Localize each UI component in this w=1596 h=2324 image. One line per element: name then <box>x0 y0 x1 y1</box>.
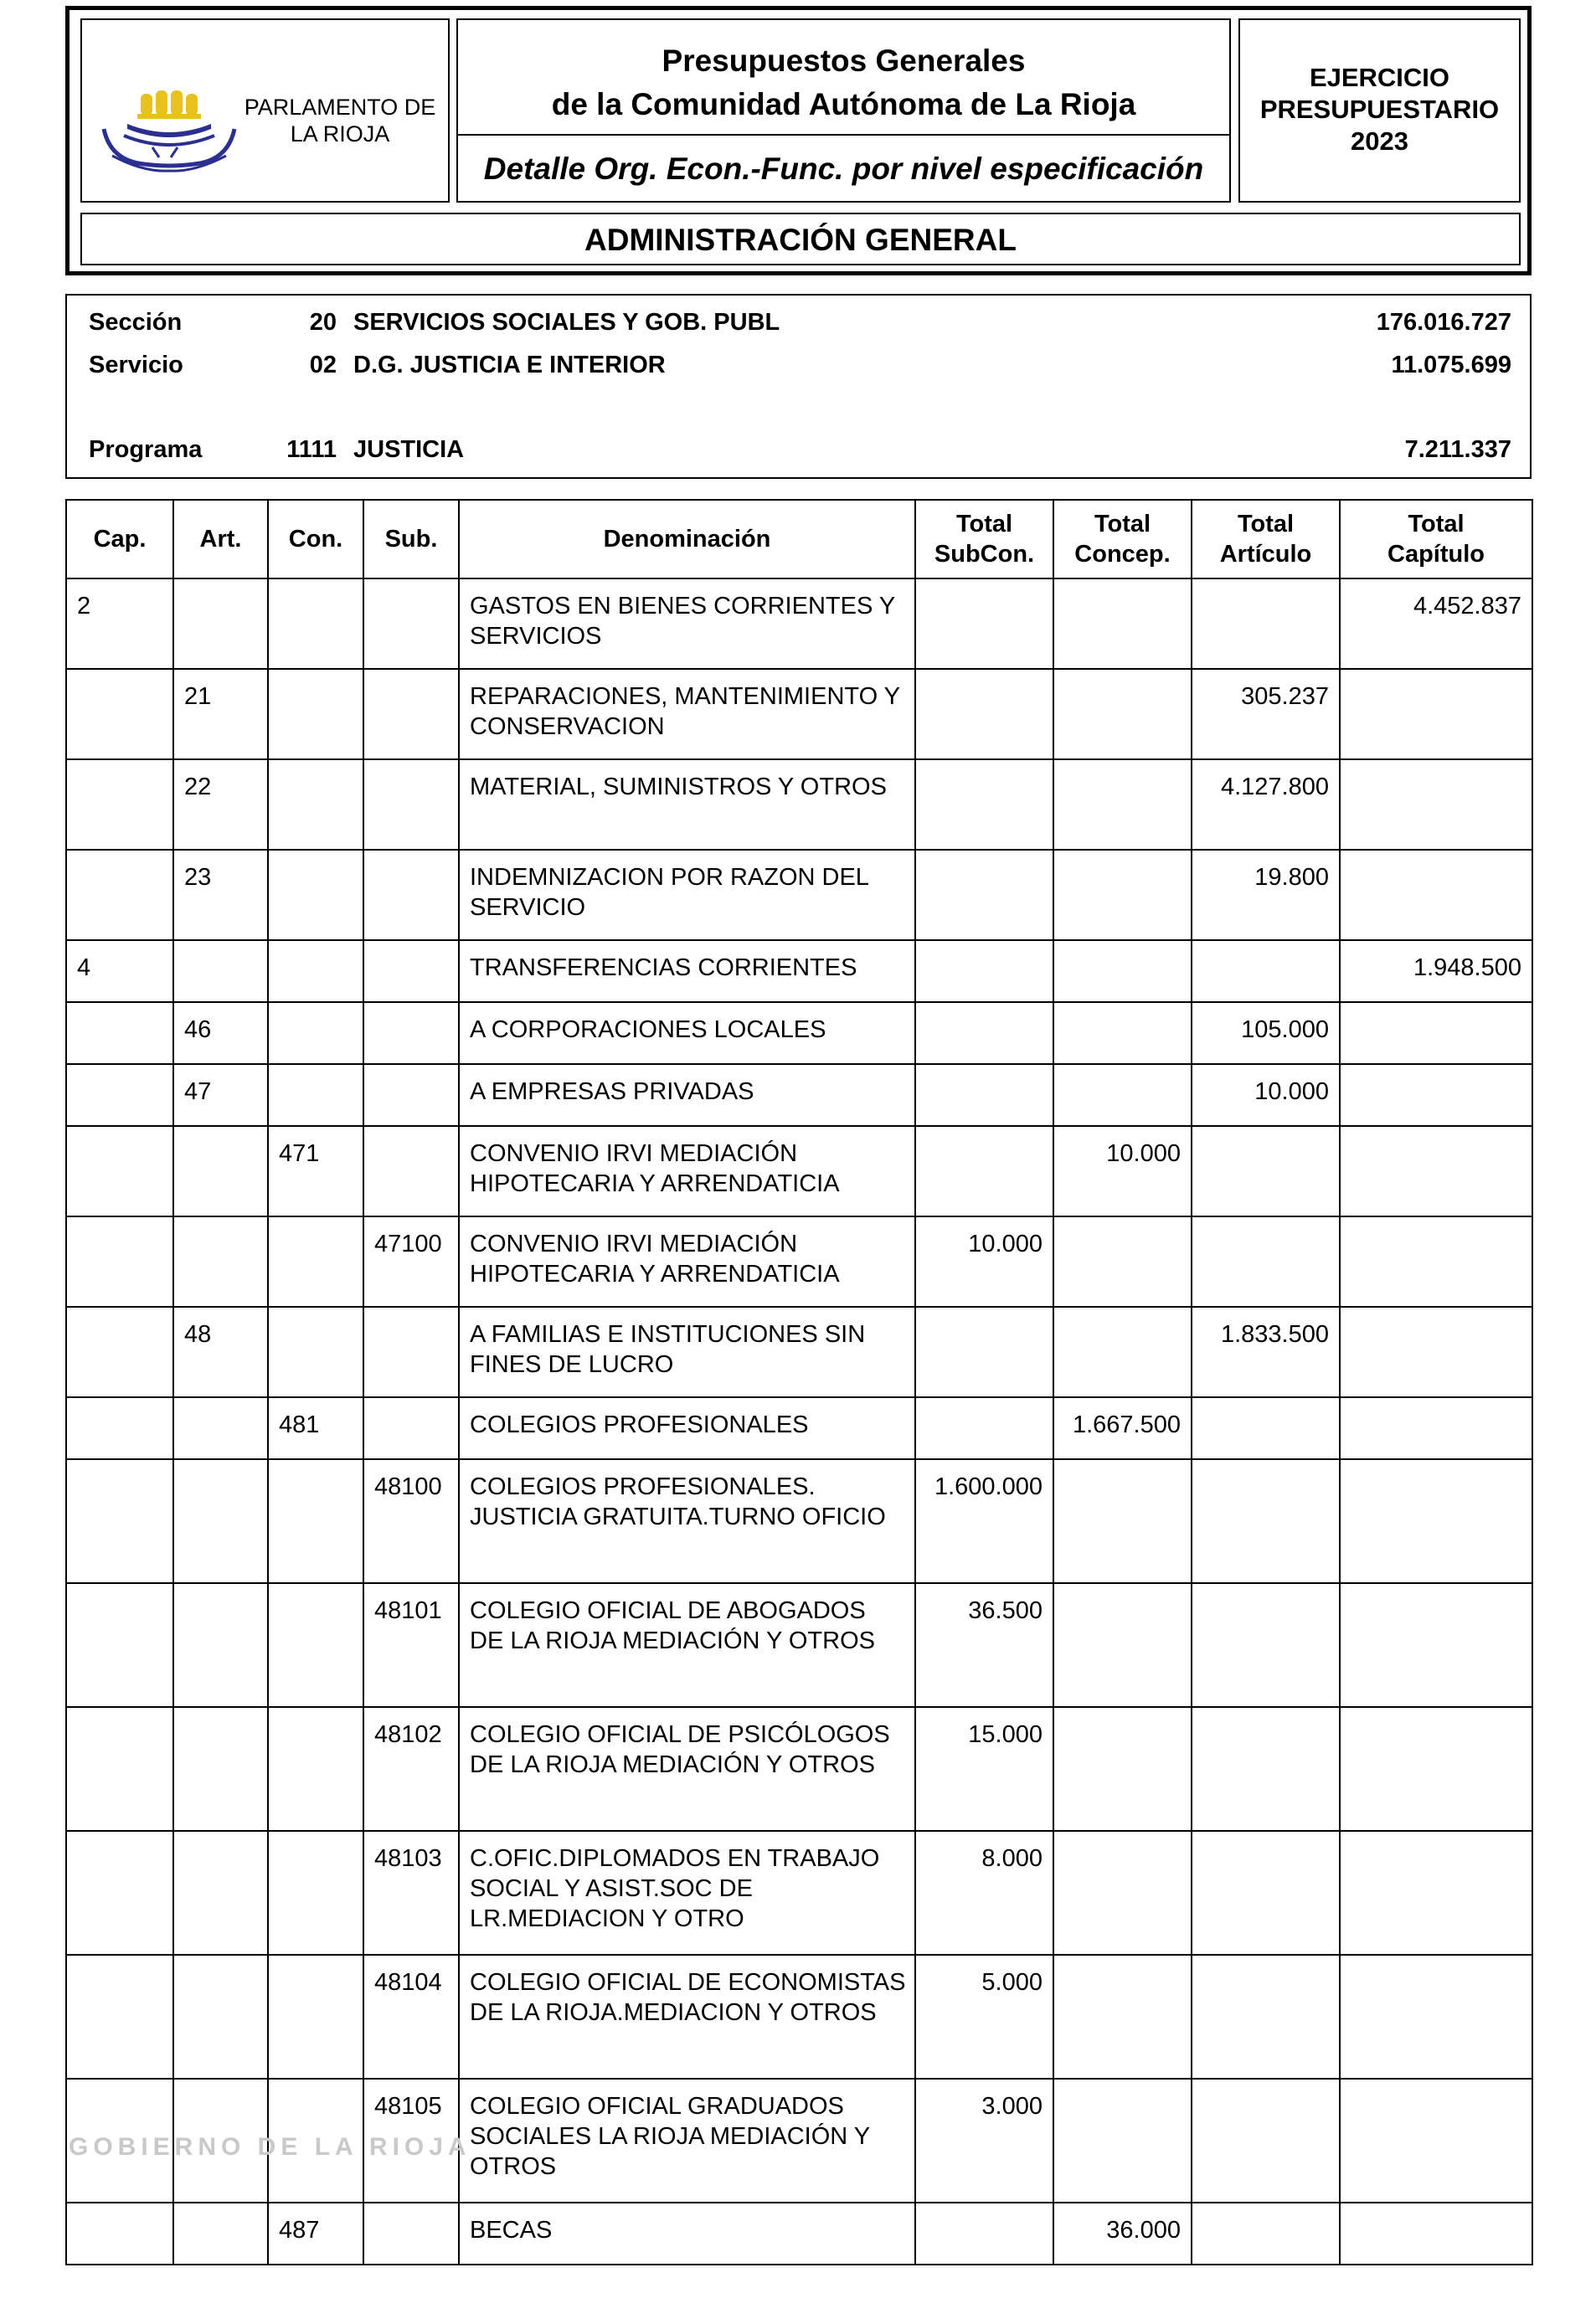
cell-total-capitulo <box>1340 1002 1532 1064</box>
table-row <box>66 1707 1532 1831</box>
header-total-concep: Total Concep. <box>1053 500 1192 578</box>
cell-cap: 2 <box>66 578 173 669</box>
seccion-row <box>67 309 1530 342</box>
cell-art <box>173 578 268 669</box>
cell-total-concep <box>1053 1064 1192 1126</box>
cell-total-articulo <box>1192 2079 1340 2203</box>
cell-denominacion: A FAMILIAS E INSTITUCIONES SIN FINES DE LUCRO <box>459 1307 915 1397</box>
cell-total-subcon <box>915 1126 1053 1216</box>
cell-art <box>173 1459 268 1583</box>
table-row <box>66 759 1532 850</box>
cell-total-concep <box>1053 1459 1192 1583</box>
cell-denominacion: TRANSFERENCIAS CORRIENTES <box>459 940 915 1002</box>
cell-total-concep <box>1053 1707 1192 1831</box>
servicio-label: Servicio <box>89 352 183 378</box>
cell-art <box>173 1831 268 1955</box>
cell-sub: 48105 <box>363 2079 459 2203</box>
cell-total-capitulo <box>1340 669 1532 759</box>
cell-total-subcon: 15.000 <box>915 1707 1053 1831</box>
programa-amount: 7.211.337 <box>1404 436 1511 463</box>
cell-cap <box>66 1707 173 1831</box>
programa-name: JUSTICIA <box>353 436 465 463</box>
cell-denominacion: COLEGIO OFICIAL GRADUADOS SOCIALES LA RIOJA MEDIACIÓN Y OTROS <box>459 2079 915 2203</box>
cell-total-concep <box>1053 669 1192 759</box>
cell-denominacion: CONVENIO IRVI MEDIACIÓN HIPOTECARIA Y ARRENDATICIA <box>459 1126 915 1216</box>
cell-total-capitulo <box>1340 1707 1532 1831</box>
cell-total-capitulo <box>1340 1307 1532 1397</box>
table-row <box>66 1459 1532 1583</box>
cell-total-subcon: 5.000 <box>915 1955 1053 2079</box>
cell-total-capitulo <box>1340 1126 1532 1216</box>
cell-total-concep <box>1053 759 1192 850</box>
cell-total-articulo <box>1192 1126 1340 1216</box>
parlamento-logo-text <box>239 94 440 147</box>
cell-denominacion: CONVENIO IRVI MEDIACIÓN HIPOTECARIA Y ARRENDATICIA <box>459 1216 915 1307</box>
cell-total-articulo <box>1192 1216 1340 1307</box>
cell-con <box>268 759 363 850</box>
cell-total-articulo: 4.127.800 <box>1192 759 1340 850</box>
cell-total-subcon <box>915 1397 1053 1459</box>
cell-total-subcon <box>915 1064 1053 1126</box>
cell-total-articulo <box>1192 1459 1340 1583</box>
table-row <box>66 1583 1532 1707</box>
header-total-capitulo: Total Capítulo <box>1340 500 1532 578</box>
cell-total-subcon <box>915 1307 1053 1397</box>
header-denominacion: Denominación <box>459 500 915 578</box>
cell-sub <box>363 850 459 940</box>
document-title-line2: de la Comunidad Autónoma de La Rioja <box>551 87 1136 121</box>
cell-total-concep: 10.000 <box>1053 1126 1192 1216</box>
cell-con <box>268 1831 363 1955</box>
table-row <box>66 1307 1532 1397</box>
document-title-line1: Presupuestos Generales <box>662 44 1026 78</box>
cell-total-subcon <box>915 850 1053 940</box>
cell-art <box>173 2203 268 2265</box>
document-header <box>65 6 1532 275</box>
cell-art <box>173 1583 268 1707</box>
header-total-subcon: Total SubCon. <box>915 500 1053 578</box>
cell-total-concep <box>1053 850 1192 940</box>
cell-total-subcon: 1.600.000 <box>915 1459 1053 1583</box>
cell-denominacion: REPARACIONES, MANTENIMIENTO Y CONSERVACION <box>459 669 915 759</box>
cell-total-concep <box>1053 1955 1192 2079</box>
table-row <box>66 578 1532 669</box>
cell-total-subcon <box>915 2203 1053 2265</box>
cell-con <box>268 850 363 940</box>
cell-cap: 4 <box>66 940 173 1002</box>
table-body <box>66 578 1532 2265</box>
cell-art: 48 <box>173 1307 268 1397</box>
cell-con <box>268 1064 363 1126</box>
table-row <box>66 1002 1532 1064</box>
header-art: Art. <box>173 500 268 578</box>
cell-sub <box>363 578 459 669</box>
cell-total-capitulo <box>1340 2079 1532 2203</box>
cell-total-concep <box>1053 1216 1192 1307</box>
cell-con <box>268 578 363 669</box>
logo-text-line2: LA RIOJA <box>290 121 390 147</box>
cell-total-articulo: 10.000 <box>1192 1064 1340 1126</box>
seccion-summary <box>65 294 1532 479</box>
programa-label: Programa <box>89 436 203 463</box>
cell-total-concep <box>1053 1002 1192 1064</box>
cell-total-articulo <box>1192 578 1340 669</box>
cell-total-subcon <box>915 759 1053 850</box>
cell-art <box>173 1397 268 1459</box>
cell-con <box>268 1955 363 2079</box>
cell-total-capitulo <box>1340 1216 1532 1307</box>
cell-total-articulo <box>1192 1831 1340 1955</box>
table-row <box>66 1064 1532 1126</box>
table-row <box>66 940 1532 1002</box>
logo-text-line1: PARLAMENTO DE <box>244 95 436 120</box>
cell-total-capitulo <box>1340 1583 1532 1707</box>
cell-cap <box>66 1307 173 1397</box>
servicio-row <box>67 352 1530 385</box>
cell-total-articulo <box>1192 940 1340 1002</box>
cell-total-concep <box>1053 1831 1192 1955</box>
admin-box <box>80 213 1521 265</box>
logo-box <box>80 18 450 203</box>
cell-art: 21 <box>173 669 268 759</box>
cell-sub <box>363 940 459 1002</box>
table-row <box>66 1397 1532 1459</box>
table-row <box>66 1831 1532 1955</box>
cell-cap <box>66 1216 173 1307</box>
cell-total-subcon: 3.000 <box>915 2079 1053 2203</box>
cell-sub: 48102 <box>363 1707 459 1831</box>
cell-art <box>173 1955 268 2079</box>
programa-code: 1111 <box>286 436 337 463</box>
cell-sub: 48103 <box>363 1831 459 1955</box>
programa-row <box>67 436 1530 470</box>
cell-total-articulo <box>1192 1583 1340 1707</box>
cell-sub <box>363 1064 459 1126</box>
cell-total-concep <box>1053 940 1192 1002</box>
cell-cap <box>66 1064 173 1126</box>
table-row <box>66 1955 1532 2079</box>
cell-cap <box>66 2203 173 2265</box>
cell-total-articulo <box>1192 1397 1340 1459</box>
cell-denominacion: COLEGIO OFICIAL DE PSICÓLOGOS DE LA RIOJA MEDIACIÓN Y OTROS <box>459 1707 915 1831</box>
cell-con <box>268 1707 363 1831</box>
cell-total-concep <box>1053 1307 1192 1397</box>
cell-cap <box>66 1397 173 1459</box>
table-row <box>66 1216 1532 1307</box>
cell-sub <box>363 1126 459 1216</box>
cell-total-subcon: 8.000 <box>915 1831 1053 1955</box>
cell-con <box>268 940 363 1002</box>
cell-denominacion: A CORPORACIONES LOCALES <box>459 1002 915 1064</box>
cell-sub: 47100 <box>363 1216 459 1307</box>
cell-total-capitulo <box>1340 1397 1532 1459</box>
cell-denominacion: COLEGIOS PROFESIONALES. JUSTICIA GRATUITA.TURNO OFICIO <box>459 1459 915 1583</box>
cell-sub <box>363 669 459 759</box>
cell-total-articulo <box>1192 1955 1340 2079</box>
cell-total-capitulo <box>1340 1459 1532 1583</box>
title-box <box>456 18 1231 203</box>
cell-denominacion: COLEGIO OFICIAL DE ABOGADOS DE LA RIOJA MEDIACIÓN Y OTROS <box>459 1583 915 1707</box>
cell-cap <box>66 1459 173 1583</box>
cell-con <box>268 669 363 759</box>
cell-art: 22 <box>173 759 268 850</box>
cell-denominacion: A EMPRESAS PRIVADAS <box>459 1064 915 1126</box>
cell-sub: 48100 <box>363 1459 459 1583</box>
cell-con <box>268 1002 363 1064</box>
servicio-code: 02 <box>309 352 337 378</box>
cell-art: 46 <box>173 1002 268 1064</box>
cell-total-capitulo <box>1340 759 1532 850</box>
servicio-name: D.G. JUSTICIA E INTERIOR <box>353 352 666 378</box>
cell-cap <box>66 1831 173 1955</box>
cell-total-articulo: 305.237 <box>1192 669 1340 759</box>
cell-total-subcon <box>915 940 1053 1002</box>
cell-total-concep <box>1053 2079 1192 2203</box>
cell-con <box>268 1307 363 1397</box>
cell-sub <box>363 1307 459 1397</box>
header-sub: Sub. <box>363 500 459 578</box>
cell-total-capitulo <box>1340 1955 1532 2079</box>
cell-total-capitulo: 4.452.837 <box>1340 578 1532 669</box>
ejercicio-label <box>1240 62 1519 157</box>
cell-cap <box>66 669 173 759</box>
cell-sub: 48101 <box>363 1583 459 1707</box>
cell-con <box>268 1459 363 1583</box>
cell-art: 23 <box>173 850 268 940</box>
cell-total-subcon <box>915 578 1053 669</box>
budget-detail-table <box>65 499 1533 2265</box>
cell-total-articulo: 19.800 <box>1192 850 1340 940</box>
document-subtitle: Detalle Org. Econ.-Func. por nivel especificación <box>483 152 1204 186</box>
seccion-name: SERVICIOS SOCIALES Y GOB. PUBL <box>353 309 780 336</box>
ejercicio-box <box>1238 18 1521 203</box>
cell-cap <box>66 850 173 940</box>
cell-con: 471 <box>268 1126 363 1216</box>
seccion-amount: 176.016.727 <box>1376 309 1511 336</box>
cell-cap <box>66 1955 173 2079</box>
cell-con: 487 <box>268 2203 363 2265</box>
cell-total-subcon <box>915 1002 1053 1064</box>
cell-sub: 48104 <box>363 1955 459 2079</box>
cell-denominacion: INDEMNIZACION POR RAZON DEL SERVICIO <box>459 850 915 940</box>
cell-art: 47 <box>173 1064 268 1126</box>
cell-total-concep: 1.667.500 <box>1053 1397 1192 1459</box>
cell-total-articulo: 105.000 <box>1192 1002 1340 1064</box>
table-row <box>66 850 1532 940</box>
table-row <box>66 1126 1532 1216</box>
cell-cap <box>66 1002 173 1064</box>
cell-total-capitulo <box>1340 2203 1532 2265</box>
ejercicio-line2: PRESUPUESTARIO <box>1259 95 1500 124</box>
table-header-row <box>66 500 1532 578</box>
cell-con <box>268 1216 363 1307</box>
cell-total-capitulo: 1.948.500 <box>1340 940 1532 1002</box>
title-divider <box>458 134 1229 136</box>
ejercicio-line1: EJERCICIO <box>1309 63 1450 92</box>
cell-total-concep <box>1053 1583 1192 1707</box>
cell-total-articulo <box>1192 1707 1340 1831</box>
cell-denominacion: C.OFIC.DIPLOMADOS EN TRABAJO SOCIAL Y ASIST.SOC DE LR.MEDIACION Y OTRO <box>459 1831 915 1955</box>
parlamento-logo-icon <box>94 80 236 181</box>
cell-cap <box>66 1126 173 1216</box>
cell-total-subcon: 10.000 <box>915 1216 1053 1307</box>
cell-total-subcon: 36.500 <box>915 1583 1053 1707</box>
ejercicio-year: 2023 <box>1351 126 1408 156</box>
servicio-amount: 11.075.699 <box>1391 352 1511 378</box>
table-row <box>66 669 1532 759</box>
cell-total-concep: 36.000 <box>1053 2203 1192 2265</box>
header-cap: Cap. <box>66 500 173 578</box>
header-con: Con. <box>268 500 363 578</box>
cell-sub <box>363 759 459 850</box>
cell-art <box>173 1126 268 1216</box>
cell-denominacion: COLEGIOS PROFESIONALES <box>459 1397 915 1459</box>
cell-total-capitulo <box>1340 1064 1532 1126</box>
table-row <box>66 2203 1532 2265</box>
cell-total-subcon <box>915 669 1053 759</box>
cell-cap <box>66 1583 173 1707</box>
cell-total-concep <box>1053 578 1192 669</box>
cell-sub <box>363 1397 459 1459</box>
cell-denominacion: COLEGIO OFICIAL DE ECONOMISTAS DE LA RIOJA.MEDIACION Y OTROS <box>459 1955 915 2079</box>
footer-fragment: GOBIERNO DE LA RIOJA <box>69 2133 471 2161</box>
cell-art <box>173 1707 268 1831</box>
cell-con <box>268 1583 363 1707</box>
seccion-label: Sección <box>89 309 183 336</box>
cell-cap <box>66 759 173 850</box>
cell-sub <box>363 2203 459 2265</box>
cell-con: 481 <box>268 1397 363 1459</box>
cell-art <box>173 1216 268 1307</box>
cell-sub <box>363 1002 459 1064</box>
administracion-title: ADMINISTRACIÓN GENERAL <box>584 223 1017 257</box>
cell-denominacion: GASTOS EN BIENES CORRIENTES Y SERVICIOS <box>459 578 915 669</box>
cell-total-capitulo <box>1340 1831 1532 1955</box>
cell-denominacion: MATERIAL, SUMINISTROS Y OTROS <box>459 759 915 850</box>
cell-denominacion: BECAS <box>459 2203 915 2265</box>
seccion-code: 20 <box>309 309 337 336</box>
header-total-articulo: Total Artículo <box>1192 500 1340 578</box>
cell-total-articulo: 1.833.500 <box>1192 1307 1340 1397</box>
cell-art <box>173 940 268 1002</box>
cell-total-capitulo <box>1340 850 1532 940</box>
cell-total-articulo <box>1192 2203 1340 2265</box>
